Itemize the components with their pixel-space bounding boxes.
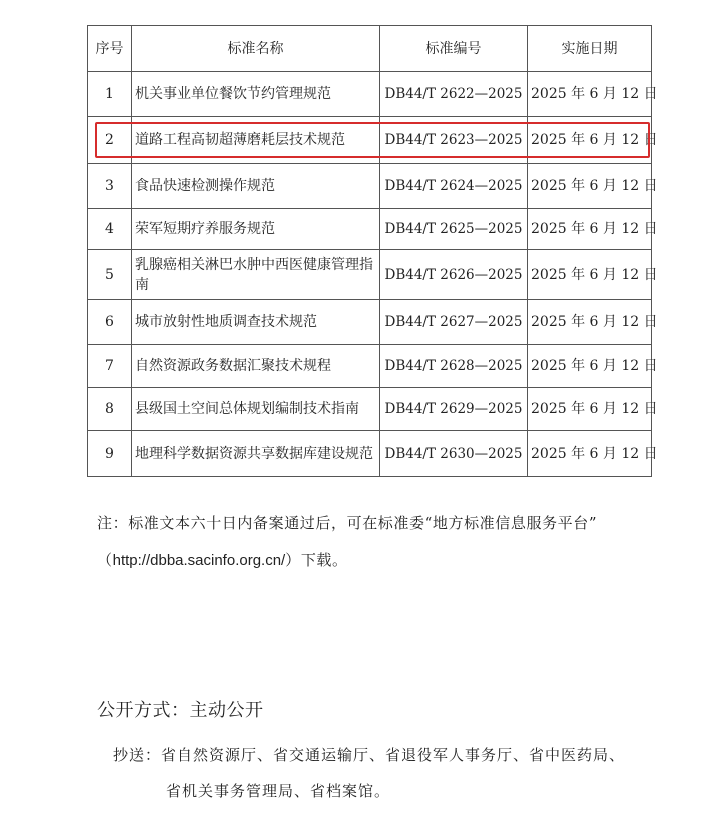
row-name: 县级国土空间总体规划编制技术指南 <box>132 388 380 431</box>
table-header-row <box>88 26 652 72</box>
row-name: 城市放射性地质调查技术规范 <box>132 300 380 345</box>
row-no: 3 <box>88 164 132 209</box>
row-code: DB44/T 2630—2025 <box>380 431 528 477</box>
row-name: 机关事业单位餐饮节约管理规范 <box>132 72 380 117</box>
row-date: 2025 年 6 月 12 日 <box>528 164 652 209</box>
note-line-2 <box>97 542 657 579</box>
publication-method: 公开方式：主动公开 <box>97 700 264 721</box>
row-name: 乳腺癌相关淋巴水肿中西医健康管理指南 <box>132 250 380 300</box>
row-code: DB44/T 2626—2025 <box>380 250 528 300</box>
row-date: 2025 年 6 月 12 日 <box>528 300 652 345</box>
header-name: 标准名称 <box>132 26 380 72</box>
row-code: DB44/T 2623—2025 <box>380 117 528 164</box>
row-date: 2025 年 6 月 12 日 <box>528 117 652 164</box>
row-name: 道路工程高韧超薄磨耗层技术规范 <box>132 117 380 164</box>
row-code: DB44/T 2624—2025 <box>380 164 528 209</box>
header-code: 标准编号 <box>380 26 528 72</box>
row-no: 8 <box>88 388 132 431</box>
header-no: 序号 <box>88 26 132 72</box>
table-row <box>88 72 652 117</box>
row-code: DB44/T 2622—2025 <box>380 72 528 117</box>
row-no: 4 <box>88 209 132 250</box>
row-name: 自然资源政务数据汇聚技术规程 <box>132 345 380 388</box>
row-date: 2025 年 6 月 12 日 <box>528 388 652 431</box>
row-no: 9 <box>88 431 132 477</box>
row-no: 1 <box>88 72 132 117</box>
row-code: DB44/T 2627—2025 <box>380 300 528 345</box>
note-line-1: 注：标准文本六十日内备案通过后，可在标准委“地方标准信息服务平台” <box>97 514 598 532</box>
table-row <box>88 250 652 300</box>
table-row <box>88 345 652 388</box>
note-line-2-tail: ）下载。 <box>285 551 348 569</box>
row-code: DB44/T 2625—2025 <box>380 209 528 250</box>
row-no: 2 <box>88 117 132 164</box>
row-name: 食品快速检测操作规范 <box>132 164 380 209</box>
row-no: 6 <box>88 300 132 345</box>
row-date: 2025 年 6 月 12 日 <box>528 250 652 300</box>
row-no: 7 <box>88 345 132 388</box>
header-date: 实施日期 <box>528 26 652 72</box>
note-open-paren: （ <box>97 551 113 569</box>
table-row <box>88 431 652 477</box>
platform-url-link[interactable]: http://dbba.sacinfo.org.cn/ <box>112 552 286 569</box>
table-row-highlighted <box>88 117 652 164</box>
table-row <box>88 300 652 345</box>
row-code: DB44/T 2628—2025 <box>380 345 528 388</box>
table-row <box>88 209 652 250</box>
standards-table <box>87 25 658 477</box>
table-row <box>88 164 652 209</box>
row-name: 荣军短期疗养服务规范 <box>132 209 380 250</box>
row-date: 2025 年 6 月 12 日 <box>528 72 652 117</box>
row-date: 2025 年 6 月 12 日 <box>528 209 652 250</box>
row-no: 5 <box>88 250 132 300</box>
cc-line-1: 抄送：省自然资源厅、省交通运输厅、省退役军人事务厅、省中医药局、 <box>113 746 626 764</box>
cc-line-2: 省机关事务管理局、省档案馆。 <box>166 782 391 800</box>
table-row <box>88 388 652 431</box>
download-note <box>97 505 657 579</box>
row-code: DB44/T 2629—2025 <box>380 388 528 431</box>
cc-recipients <box>113 737 673 809</box>
row-name: 地理科学数据资源共享数据库建设规范 <box>132 431 380 477</box>
row-date: 2025 年 6 月 12 日 <box>528 345 652 388</box>
row-date: 2025 年 6 月 12 日 <box>528 431 652 477</box>
